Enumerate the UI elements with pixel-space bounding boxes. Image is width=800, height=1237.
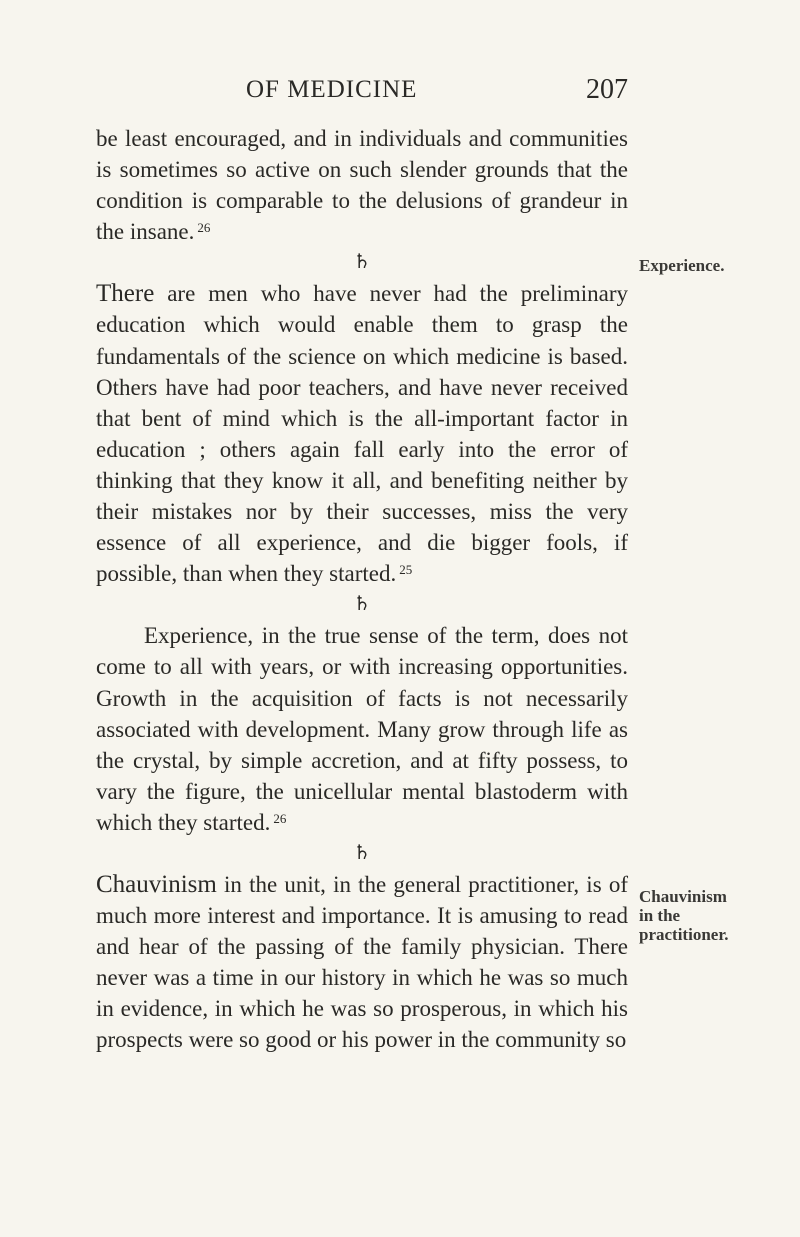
page-number: 207 xyxy=(586,74,628,105)
margin-note-experience: Experience. xyxy=(639,256,725,275)
paragraph-3: Experience, in the true sense of the term, does not come to all with years, or with increasing opportunities. Growth in the acquisition of facts is not necessarily associated with development. Many grow through life as the crystal, by simple accretion, and at fifty possess, to vary the figure, the unicellular mental blastoderm with which they started. $^{26}$ xyxy=(96,623,628,835)
paragraph-2: There are men who have never had the preliminary education which would enable them to grasp the fundamentals of the science on which medicine is based. Others have had poor teachers, and have never received that bent of mind which is the all-important factor in education ; others again fall early into the error of thinking that they know it all, and benefiting neither by their mistakes nor by their successes, miss the very essence of all experience, and die bigger fools, if possible, than when they started. $^{25}$ xyxy=(96,280,628,587)
page-header xyxy=(96,70,628,110)
margin-note-line-2: in the xyxy=(639,906,681,925)
section-ornament-1: ♄ xyxy=(353,251,371,274)
footnote-ref-26: 26 xyxy=(197,220,211,236)
section-ornament-2: ♄ xyxy=(353,593,371,616)
section-ornament-3: ♄ xyxy=(353,841,371,864)
footnote-ref-25: 25 xyxy=(399,562,413,578)
paragraph-2-first-word: There xyxy=(96,280,155,308)
body-text xyxy=(96,123,628,1056)
paragraph-1: be least encouraged, and in individuals and communities is sometimes so active on such slender grounds that the condition is comparable to the delusions of grandeur in the insane. $^{26}$ xyxy=(96,126,628,245)
margin-note-line-1: Chauvinism xyxy=(639,887,727,906)
paragraph-4-first-word: Chauvinism xyxy=(96,870,217,898)
paragraph-4: Chauvinism in the unit, in the general practitioner, is of much more interest and importance. It is amusing to read and hear of the passing of the family physician. There never was a time in our history in which he was so much in evidence, in which he was so prosperous, in which his prospects were so good or his power in the community so xyxy=(96,870,628,1053)
margin-note-chauvinism xyxy=(639,887,729,944)
margin-note-line-3: practitioner. xyxy=(639,925,729,944)
footnote-ref-26b: 26 xyxy=(273,810,287,826)
running-head: OF MEDICINE xyxy=(246,76,418,103)
